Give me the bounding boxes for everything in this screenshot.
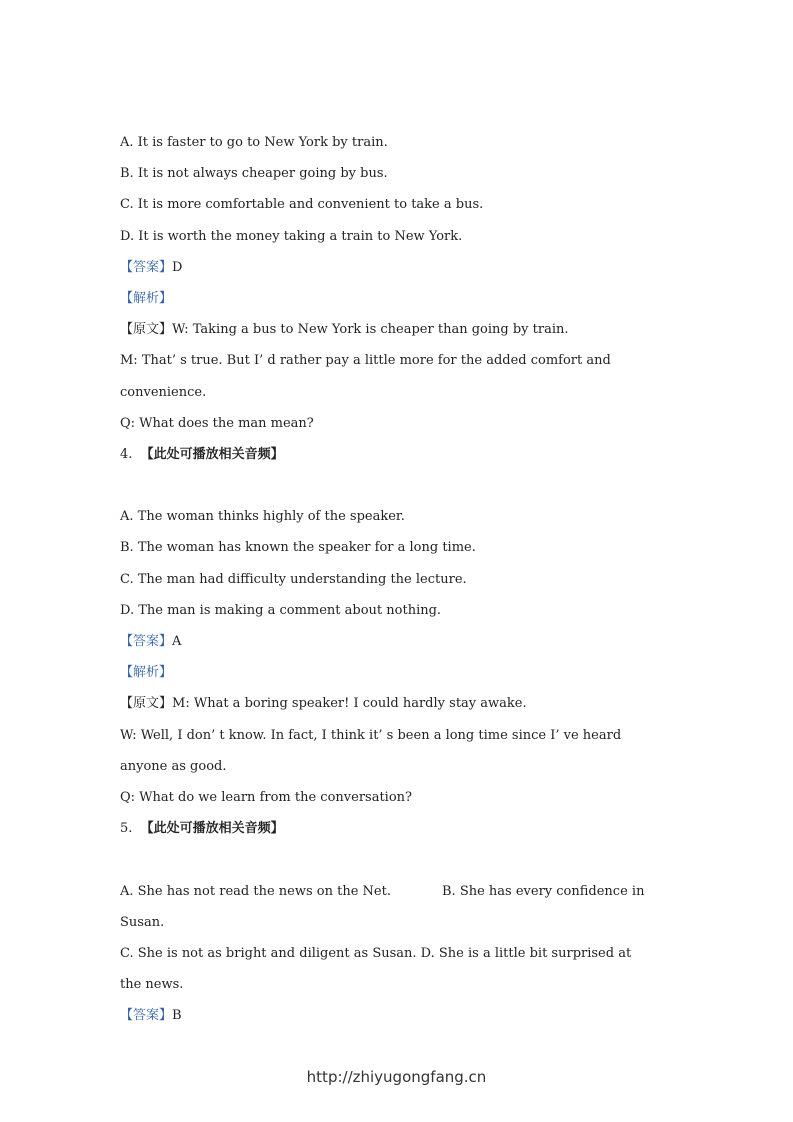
q3-option-d: D. It is worth the money taking a train to New York. [120,228,463,244]
q4-source-line-4: Q: What do we learn from the conversation? [120,789,413,805]
answer-tag: 【答案】 [120,634,173,649]
q4-source-line-2: W: Well, I don’ t know. In fact, I think it’ s been a long time since I’ ve heard [120,727,622,743]
source-text: M: What a boring speaker! I could hardly stay awake. [172,696,527,712]
answer-tag: 【答案】 [120,1008,173,1024]
analysis-tag: 【解析】 [120,665,173,681]
q4-source-line-1 [120,688,680,719]
source-text: W: Taking a bus to New York is cheaper than going by train. [172,322,569,338]
source-tag: 【原文】 [120,322,173,338]
q5-option-a: A. She has not read the news on the Net. [120,883,391,899]
answer-value: B [172,1008,182,1024]
q5-option-d-cont: the news. [120,977,184,993]
source-tag: 【原文】 [120,696,173,712]
q4-option-a: A. The woman thinks highly of the speaker. [120,509,405,525]
audio-tag: 【此处可播放相关音频】 [140,821,284,837]
footer-url: http://zhiyugongfang.cn [306,1068,487,1086]
q4-option-d: D. The man is making a comment about nothing. [120,602,442,618]
q5-option-b: B. She has every confidence in [442,883,645,899]
q4-heading [120,439,680,470]
q4-source-line-3: anyone as good. [120,758,227,774]
q4-option-b: B. The woman has known the speaker for a long time. [120,540,476,556]
q5-option-b-cont: Susan. [120,914,165,930]
document-body [120,127,680,1031]
question-number: 5. [120,821,133,837]
answer-value: A [172,634,182,649]
q4-answer [120,626,680,657]
q3-source-line-2: M: That’ s true. But I’ d rather pay a little more for the added comfort and [120,353,611,369]
q4-option-c: C. The man had difficulty understanding the lecture. [120,571,467,587]
q3-source-line-1 [120,314,680,345]
answer-value: D [172,259,183,275]
q3-answer [120,252,680,283]
question-number: 4. [120,446,133,462]
q5-answer [120,1000,680,1031]
q5-options-cd: C. She is not as bright and diligent as Susan. D. She is a little bit surprised at [120,945,632,961]
q5-heading [120,813,680,844]
q3-analysis [120,283,680,314]
answer-tag: 【答案】 [120,259,173,275]
q3-source-line-4: Q: What does the man mean? [120,415,314,431]
q3-source-line-3: convenience. [120,384,207,400]
q5-options-ab [120,876,680,907]
analysis-tag: 【解析】 [120,290,173,306]
audio-tag: 【此处可播放相关音频】 [140,446,284,462]
q4-analysis [120,657,680,688]
q3-option-a: A. It is faster to go to New York by train. [120,135,388,150]
q3-option-b: B. It is not always cheaper going by bus. [120,166,388,182]
q3-option-c: C. It is more comfortable and convenient to take a bus. [120,197,484,213]
